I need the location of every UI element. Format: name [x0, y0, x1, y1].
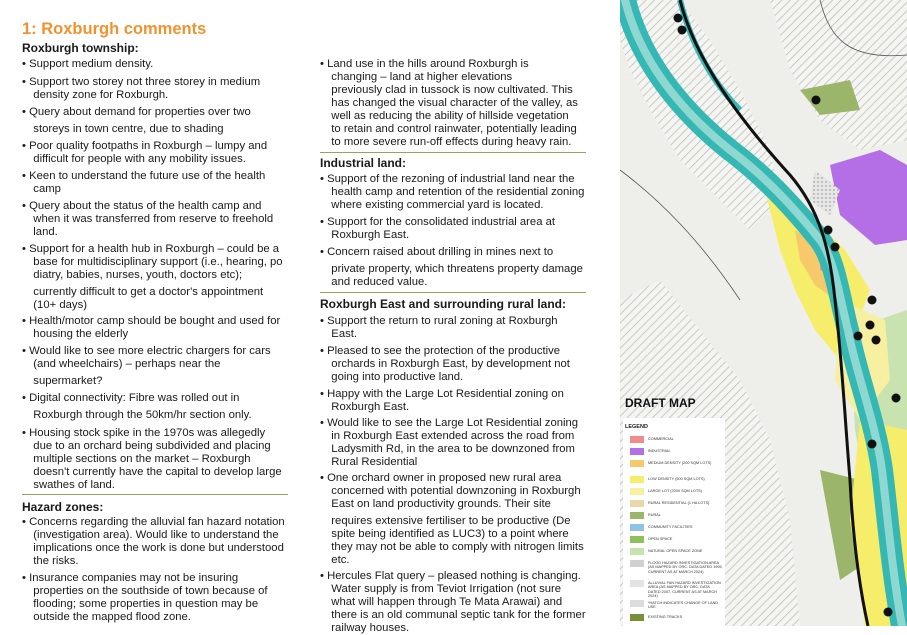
text-line: diatry, babies, nurses, youth, doctors etc); [22, 269, 243, 281]
text-line: to retain and control rainwater, potentially leading [320, 123, 577, 135]
text-line: the risks. [22, 555, 79, 567]
text-line: going into productive land. [320, 371, 464, 383]
legend-label: RURAL RESIDENTIAL (1 HA LOTS) [648, 501, 710, 505]
text-line: • Support medium density. [22, 58, 154, 70]
text-line: has changed the visual character of the valley, as [320, 97, 578, 109]
text-line: flooding; some properties in question may be [22, 598, 259, 610]
text-line: spite being identified as LUC3) to a point where [320, 528, 569, 540]
section-heading-industrial: Industrial land: [320, 156, 407, 170]
legend-label: *HATCH INDICATES CHANGE OF LAND USE [648, 601, 719, 610]
text-line: • Support for a health hub in Roxburgh – could be a [22, 243, 280, 255]
legend-label: LARGE LOT (2000 SQM LOTS) [648, 489, 702, 493]
text-line: • Land use in the hills around Roxburgh is [320, 58, 529, 70]
legend-label: EXISTING TRACKS [648, 615, 683, 619]
text-line: and reduced value. [320, 276, 428, 288]
text-line: properties on the southside of town because of [22, 585, 268, 597]
text-line: • One orchard owner in proposed new rural area [320, 472, 562, 484]
text-line: previously clad in tussock is now cultivated. This [320, 84, 573, 96]
section-divider [320, 152, 586, 153]
text-line: in Roxburgh East extended across the road from [320, 430, 575, 442]
text-line: changing – land at higher elevations [320, 71, 513, 83]
legend-swatch [630, 560, 644, 567]
text-line: implications once the work is done but understood [22, 542, 284, 554]
text-line: storeys in town centre, due to shading [22, 123, 224, 135]
text-line: (and wheelchairs) – perhaps near the [22, 358, 221, 370]
text-line: when it was transferred from reserve to freehold [22, 213, 274, 225]
text-line: what will happen through Te Mata Arawai) and [320, 596, 563, 608]
section-divider [22, 494, 288, 495]
text-line: supermarket? [22, 375, 103, 387]
text-line: • Digital connectivity: Fibre was rolled out in [22, 392, 240, 404]
text-line: • Support of the rezoning of industrial land near the [320, 173, 575, 185]
legend-swatch [630, 512, 644, 519]
legend-title: LEGEND [625, 424, 648, 430]
text-line: East. [320, 328, 358, 340]
text-line: where existing commercial yard is located. [320, 199, 544, 211]
text-line: camp [22, 183, 61, 195]
legend-swatch [630, 614, 644, 621]
text-line: land. [22, 226, 58, 238]
text-line: • Would like to see the Large Lot Residential zoning [320, 417, 579, 429]
text-line: (10+ days) [22, 299, 87, 311]
text-line: there is an old communal septic tank for the former [320, 609, 586, 621]
text-line: East on land productivity grounds. Their site [320, 498, 551, 510]
draft-map-label: DRAFT MAP [625, 396, 696, 410]
legend-swatch [630, 500, 644, 507]
section-heading-hazard: Hazard zones: [22, 500, 104, 514]
map-legend [623, 418, 725, 626]
text-line: base for multidisciplinary support (i.e., hearing, po [22, 256, 283, 268]
legend-swatch [630, 460, 644, 467]
legend-swatch [630, 476, 644, 483]
text-line: to more severe run-off effects during heavy rain. [320, 136, 572, 148]
text-line: well as reducing the ability of hillside vegetation [320, 110, 569, 122]
text-line: density zone for Roxburgh. [22, 89, 169, 101]
text-line: railway houses. [320, 622, 410, 634]
text-line: etc. [320, 554, 350, 566]
legend-swatch [630, 548, 644, 555]
text-line: private property, which threatens property damage [320, 263, 583, 275]
legend-label: COMMERCIAL [648, 437, 674, 441]
legend-label: ALLUVIAL FAN HAZARD INVESTIGATION AREA (AS MAPPED BY ORC. DATA DATED 2007, CURRENT AS AT MARCH 2024) [648, 581, 721, 598]
text-line: Water supply is from Teviot Irrigation (not sure [320, 583, 562, 595]
section-divider [320, 292, 586, 293]
text-line: currently difficult to get a doctor's appointment [22, 286, 264, 298]
legend-swatch [630, 524, 644, 531]
legend-swatch [630, 448, 644, 455]
text-line: • Would like to see more electric chargers for cars [22, 345, 271, 357]
legend-label: LOW DENSITY (500 SQM LOTS) [648, 477, 705, 481]
draft-zoning-map [620, 0, 907, 626]
text-line: • Poor quality footpaths in Roxburgh – lumpy and [22, 140, 268, 152]
text-line: requires extensive fertiliser to be productive (De [320, 515, 571, 527]
text-line: orchards in Roxburgh East, by development not [320, 358, 570, 370]
text-line: health camp and retention of the residential zoning [320, 186, 585, 198]
legend-swatch [630, 488, 644, 495]
text-line: doesn't currently have the capital to develop large [22, 466, 282, 478]
text-line: • Concerns regarding the alluvial fan hazard notation [22, 516, 285, 528]
text-line: • Housing stock spike in the 1970s was allegedly [22, 427, 266, 439]
text-line: • Hercules Flat query – pleased nothing is changing. [320, 570, 581, 582]
text-line: they may not be able to comply with nitrogen limits [320, 541, 584, 553]
legend-swatch [630, 536, 644, 543]
text-line: Rural Residential [320, 456, 418, 468]
text-line: due to an orchard being subdivided and placing [22, 440, 271, 452]
text-line: Ladysmith Rd, in the area to be downzoned from [320, 443, 575, 455]
legend-label: COMMUNITY FACILITIES [648, 525, 693, 529]
text-line: Roxburgh East. [320, 229, 410, 241]
text-line: housing the elderly [22, 328, 129, 340]
text-line: (investigation area). Would like to understand the [22, 529, 279, 541]
text-line: swathes of land. [22, 479, 115, 491]
text-line: Roxburgh East. [320, 401, 410, 413]
text-line: • Concern raised about drilling in mines next to [320, 246, 554, 258]
text-line: • Pleased to see the protection of the productive [320, 345, 561, 357]
text-line: • Insurance companies may not be insuring [22, 572, 239, 584]
page-title: 1: Roxburgh comments [22, 20, 207, 38]
text-line: • Support for the consolidated industrial area at [320, 216, 556, 228]
legend-label: OPEN SPACE [648, 537, 673, 541]
text-line: • Happy with the Large Lot Residential zoning on [320, 388, 564, 400]
text-line: Roxburgh through the 50km/hr section only. [22, 409, 252, 421]
text-line: difficult for people with any mobility issues. [22, 153, 246, 165]
text-line: • Support two storey not three storey in medium [22, 76, 261, 88]
legend-swatch [630, 600, 644, 607]
section-heading-roxburgh-east: Roxburgh East and surrounding rural land: [320, 297, 567, 311]
legend-swatch [630, 436, 644, 443]
legend-label: NATURAL OPEN SPACE ZONE [648, 549, 703, 553]
text-line: • Support the return to rural zoning at Roxburgh [320, 315, 558, 327]
text-line: • Query about the status of the health camp and [22, 200, 262, 212]
text-line: concerned with potential downzoning in Roxburgh [320, 485, 581, 497]
legend-label: MEDIUM DENSITY (200 SQM LOTS) [648, 461, 712, 465]
section-heading-township: Roxburgh township: [22, 41, 139, 55]
text-line: • Health/motor camp should be bought and used for [22, 315, 281, 327]
legend-swatch [630, 580, 644, 587]
text-line: • Keen to understand the future use of the health [22, 170, 266, 182]
legend-label: RURAL [648, 513, 661, 517]
legend-label: FLOOD HAZARD INVESTIGATION AREA (AS MAPPED BY ORC. DATA DATED 1995, CURRENT AS AT MARCH 2024) [648, 561, 723, 574]
text-line: multiple sections on the market – Roxburgh [22, 453, 251, 465]
text-line: • Query about demand for properties over two [22, 106, 251, 118]
text-line: outside the mapped flood zone. [22, 611, 191, 623]
legend-label: INDUSTRIAL [648, 449, 671, 453]
